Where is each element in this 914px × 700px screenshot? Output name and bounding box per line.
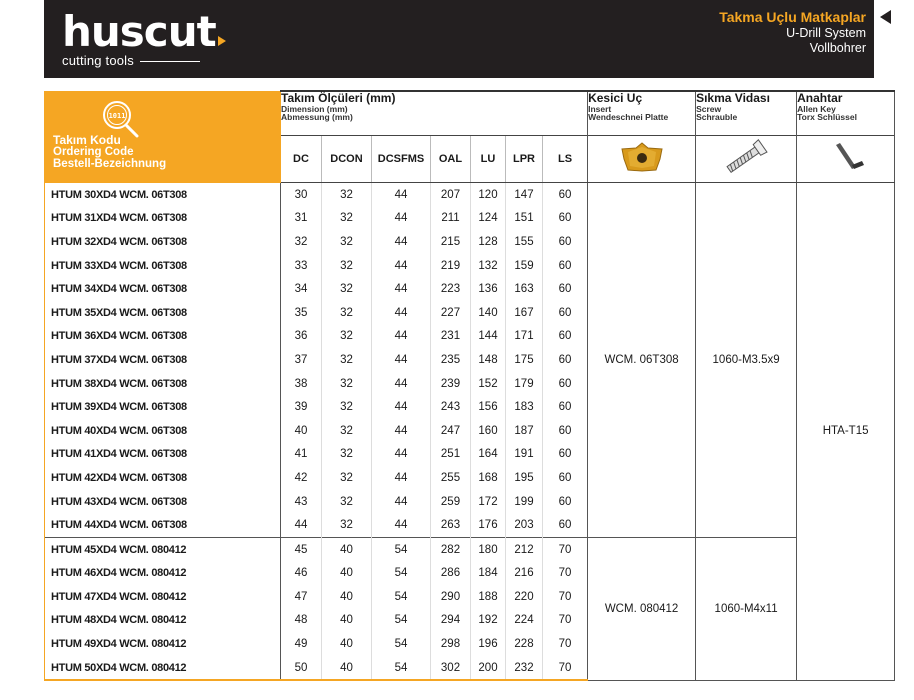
lpr-cell: 228 [506, 632, 543, 656]
ls-cell: 60 [543, 277, 588, 301]
insert-image-cell [588, 136, 696, 183]
key-sub-de: Torx Schlüssel [797, 112, 857, 122]
lpr-cell: 199 [506, 490, 543, 514]
oal-cell: 298 [431, 632, 471, 656]
key-image-cell [797, 136, 895, 183]
dc-cell: 43 [281, 490, 322, 514]
dcsfms-cell: 44 [372, 325, 431, 349]
ordering-code-cell: HTUM 41XD4 WCM. 06T308 [45, 443, 281, 467]
lu-cell: 164 [471, 443, 506, 467]
lpr-cell: 147 [506, 183, 543, 207]
insert-sub-de: Wendeschnei Platte [588, 112, 669, 122]
oal-cell: 282 [431, 537, 471, 561]
oal-cell: 239 [431, 372, 471, 396]
dc-cell: 40 [281, 419, 322, 443]
page-subtitle-de: Vollbohrer [809, 41, 866, 55]
ls-cell: 60 [543, 513, 588, 537]
ls-cell: 60 [543, 372, 588, 396]
lu-cell: 160 [471, 419, 506, 443]
lu-cell: 180 [471, 537, 506, 561]
ls-cell: 60 [543, 325, 588, 349]
oal-cell: 243 [431, 395, 471, 419]
header-bar [44, 0, 874, 78]
dcsfms-cell: 44 [372, 254, 431, 278]
ordering-code-cell: HTUM 33XD4 WCM. 06T308 [45, 254, 281, 278]
col-header-lpr: LPR [506, 136, 543, 183]
dc-cell: 42 [281, 466, 322, 490]
ordering-code-cell: HTUM 30XD4 WCM. 06T308 [45, 183, 281, 207]
dc-cell: 39 [281, 395, 322, 419]
ordering-code-cell: HTUM 40XD4 WCM. 06T308 [45, 419, 281, 443]
lu-cell: 184 [471, 562, 506, 586]
dimension-sub-de: Abmessung (mm) [281, 112, 353, 122]
dcsfms-cell: 44 [372, 301, 431, 325]
oal-cell: 255 [431, 466, 471, 490]
ordering-code-cell: HTUM 43XD4 WCM. 06T308 [45, 490, 281, 514]
ordering-code-cell: HTUM 37XD4 WCM. 06T308 [45, 348, 281, 372]
lpr-cell: 167 [506, 301, 543, 325]
screw-sub-de: Schrauble [696, 112, 738, 122]
ordering-code-cell: HTUM 48XD4 WCM. 080412 [45, 609, 281, 633]
ordering-code-cell: HTUM 38XD4 WCM. 06T308 [45, 372, 281, 396]
ls-cell: 60 [543, 395, 588, 419]
dc-cell: 47 [281, 585, 322, 609]
dcon-cell: 32 [322, 183, 372, 207]
lu-cell: 120 [471, 183, 506, 207]
ls-cell: 60 [543, 230, 588, 254]
oal-cell: 215 [431, 230, 471, 254]
dc-cell: 45 [281, 537, 322, 561]
dcon-cell: 32 [322, 207, 372, 231]
lpr-cell: 191 [506, 443, 543, 467]
dcon-cell: 32 [322, 230, 372, 254]
insert-code-cell: WCM. 080412 [588, 537, 696, 680]
lu-cell: 132 [471, 254, 506, 278]
ordering-code-cell: HTUM 46XD4 WCM. 080412 [45, 562, 281, 586]
dcon-cell: 40 [322, 585, 372, 609]
ls-cell: 60 [543, 301, 588, 325]
dc-cell: 44 [281, 513, 322, 537]
ls-cell: 60 [543, 254, 588, 278]
oal-cell: 207 [431, 183, 471, 207]
dcsfms-cell: 44 [372, 230, 431, 254]
dcon-cell: 32 [322, 513, 372, 537]
dc-cell: 34 [281, 277, 322, 301]
lpr-cell: 187 [506, 419, 543, 443]
dcon-cell: 40 [322, 537, 372, 561]
dc-cell: 37 [281, 348, 322, 372]
ls-cell: 70 [543, 537, 588, 561]
key-code-cell: HTA-T15 [797, 183, 895, 681]
dimension-sub-en: Dimension (mm) [281, 104, 348, 114]
table-row [45, 183, 895, 207]
col-header-ls: LS [543, 136, 588, 183]
code-header-de: Bestell-Bezeichnung [53, 158, 167, 170]
dc-cell: 30 [281, 183, 322, 207]
lu-cell: 200 [471, 656, 506, 681]
lu-cell: 140 [471, 301, 506, 325]
page-subtitle-en: U-Drill System [786, 26, 866, 40]
lpr-cell: 220 [506, 585, 543, 609]
lu-cell: 168 [471, 466, 506, 490]
dcsfms-cell: 54 [372, 585, 431, 609]
ordering-code-cell: HTUM 49XD4 WCM. 080412 [45, 632, 281, 656]
oal-cell: 211 [431, 207, 471, 231]
lu-cell: 136 [471, 277, 506, 301]
key-title: Anahtar [797, 91, 843, 105]
oal-cell: 290 [431, 585, 471, 609]
ordering-code-cell: HTUM 45XD4 WCM. 080412 [45, 537, 281, 561]
dcsfms-cell: 44 [372, 466, 431, 490]
ordering-code-cell: HTUM 35XD4 WCM. 06T308 [45, 301, 281, 325]
lpr-cell: 155 [506, 230, 543, 254]
oal-cell: 286 [431, 562, 471, 586]
lu-cell: 148 [471, 348, 506, 372]
lpr-cell: 171 [506, 325, 543, 349]
oal-cell: 263 [431, 513, 471, 537]
lpr-cell: 179 [506, 372, 543, 396]
insert-group-header [588, 91, 696, 136]
lpr-cell: 183 [506, 395, 543, 419]
lu-cell: 188 [471, 585, 506, 609]
ls-cell: 60 [543, 466, 588, 490]
screw-code-cell: 1060-M4x11 [696, 537, 797, 680]
insert-sub-en: Insert [588, 104, 612, 114]
dcon-cell: 32 [322, 277, 372, 301]
dcon-cell: 40 [322, 609, 372, 633]
brand-name: huscut [62, 7, 216, 56]
dcon-cell: 32 [322, 419, 372, 443]
ls-cell: 60 [543, 183, 588, 207]
lpr-cell: 159 [506, 254, 543, 278]
ordering-code-cell: HTUM 34XD4 WCM. 06T308 [45, 277, 281, 301]
ls-cell: 60 [543, 348, 588, 372]
spec-table [44, 90, 895, 681]
ls-cell: 60 [543, 490, 588, 514]
lpr-cell: 203 [506, 513, 543, 537]
dcon-cell: 40 [322, 562, 372, 586]
dcon-cell: 32 [322, 254, 372, 278]
dcsfms-cell: 44 [372, 513, 431, 537]
screw-sub-en: Screw [696, 104, 722, 114]
key-group-header [797, 91, 895, 136]
dimension-group-header [281, 91, 588, 136]
dc-cell: 33 [281, 254, 322, 278]
dcsfms-cell: 54 [372, 562, 431, 586]
dcon-cell: 32 [322, 443, 372, 467]
ls-cell: 70 [543, 656, 588, 681]
dc-cell: 49 [281, 632, 322, 656]
ls-cell: 70 [543, 585, 588, 609]
oal-cell: 235 [431, 348, 471, 372]
dcon-cell: 40 [322, 632, 372, 656]
dcon-cell: 32 [322, 325, 372, 349]
oal-cell: 231 [431, 325, 471, 349]
torx-screw-icon [716, 137, 776, 177]
ordering-code-cell: HTUM 31XD4 WCM. 06T308 [45, 207, 281, 231]
dc-cell: 46 [281, 562, 322, 586]
col-header-oal: OAL [431, 136, 471, 183]
col-header-lu: LU [471, 136, 506, 183]
lu-cell: 128 [471, 230, 506, 254]
code-header-en: Ordering Code [53, 146, 134, 158]
lu-cell: 196 [471, 632, 506, 656]
dc-cell: 50 [281, 656, 322, 681]
dc-cell: 31 [281, 207, 322, 231]
logo-underline [140, 61, 200, 62]
insert-code-cell: WCM. 06T308 [588, 183, 696, 538]
dc-cell: 41 [281, 443, 322, 467]
trigon-insert-icon [612, 137, 672, 177]
torx-key-icon [816, 137, 876, 177]
ordering-code-cell: HTUM 50XD4 WCM. 080412 [45, 656, 281, 681]
spec-table-body [45, 183, 895, 681]
code-header-tr: Takım Kodu [53, 133, 121, 147]
dcon-cell: 32 [322, 466, 372, 490]
lu-cell: 176 [471, 513, 506, 537]
ordering-code-cell: HTUM 39XD4 WCM. 06T308 [45, 395, 281, 419]
page-title-block [719, 9, 866, 56]
dc-cell: 35 [281, 301, 322, 325]
screw-image-cell [696, 136, 797, 183]
dcsfms-cell: 44 [372, 277, 431, 301]
dcsfms-cell: 54 [372, 656, 431, 681]
dcsfms-cell: 44 [372, 395, 431, 419]
dc-cell: 36 [281, 325, 322, 349]
lu-cell: 156 [471, 395, 506, 419]
oal-cell: 247 [431, 419, 471, 443]
table-row [45, 537, 895, 561]
ls-cell: 60 [543, 207, 588, 231]
insert-title: Kesici Uç [588, 91, 643, 105]
screw-code-cell: 1060-M3.5x9 [696, 183, 797, 538]
col-header-dcsfms: DCSFMS [372, 136, 431, 183]
lu-cell: 192 [471, 609, 506, 633]
lpr-cell: 163 [506, 277, 543, 301]
ordering-code-cell: HTUM 42XD4 WCM. 06T308 [45, 466, 281, 490]
dcsfms-cell: 54 [372, 632, 431, 656]
dcon-cell: 32 [322, 395, 372, 419]
dcsfms-cell: 44 [372, 490, 431, 514]
dcon-cell: 32 [322, 301, 372, 325]
ls-cell: 70 [543, 632, 588, 656]
ordering-code-cell: HTUM 36XD4 WCM. 06T308 [45, 325, 281, 349]
dcsfms-cell: 44 [372, 372, 431, 396]
brand-tagline: cutting tools [62, 53, 134, 68]
oal-cell: 223 [431, 277, 471, 301]
dcsfms-cell: 44 [372, 419, 431, 443]
lpr-cell: 212 [506, 537, 543, 561]
ordering-code-cell: HTUM 47XD4 WCM. 080412 [45, 585, 281, 609]
dcsfms-cell: 54 [372, 537, 431, 561]
lpr-cell: 175 [506, 348, 543, 372]
col-header-dcon: DCON [322, 136, 372, 183]
header-pointer-icon [880, 10, 891, 24]
screw-title: Sıkma Vidası [696, 91, 770, 105]
dcsfms-cell: 44 [372, 443, 431, 467]
brand-logo [62, 7, 226, 68]
lpr-cell: 232 [506, 656, 543, 681]
ls-cell: 70 [543, 562, 588, 586]
oal-cell: 302 [431, 656, 471, 681]
dcon-cell: 32 [322, 348, 372, 372]
lpr-cell: 224 [506, 609, 543, 633]
ordering-code-header [45, 91, 281, 183]
dcon-cell: 32 [322, 372, 372, 396]
dc-cell: 32 [281, 230, 322, 254]
screw-group-header [696, 91, 797, 136]
ordering-code-cell: HTUM 32XD4 WCM. 06T308 [45, 230, 281, 254]
lpr-cell: 216 [506, 562, 543, 586]
page-title: Takma Uçlu Matkaplar [719, 9, 866, 25]
dcsfms-cell: 44 [372, 348, 431, 372]
dimension-title: Takım Ölçüleri (mm) [281, 91, 396, 105]
oal-cell: 219 [431, 254, 471, 278]
dc-cell: 38 [281, 372, 322, 396]
oal-cell: 294 [431, 609, 471, 633]
lu-cell: 172 [471, 490, 506, 514]
dcon-cell: 40 [322, 656, 372, 681]
oal-cell: 251 [431, 443, 471, 467]
ls-cell: 60 [543, 443, 588, 467]
lu-cell: 144 [471, 325, 506, 349]
lpr-cell: 151 [506, 207, 543, 231]
dcsfms-cell: 44 [372, 183, 431, 207]
key-sub-en: Allen Key [797, 104, 836, 114]
logo-arrow-icon [218, 36, 226, 46]
ls-cell: 60 [543, 419, 588, 443]
lpr-cell: 195 [506, 466, 543, 490]
dcsfms-cell: 54 [372, 609, 431, 633]
ls-cell: 70 [543, 609, 588, 633]
ordering-code-cell: HTUM 44XD4 WCM. 06T308 [45, 513, 281, 537]
dcsfms-cell: 44 [372, 207, 431, 231]
dc-cell: 48 [281, 609, 322, 633]
svg-text:1011: 1011 [108, 111, 126, 120]
lu-cell: 124 [471, 207, 506, 231]
oal-cell: 227 [431, 301, 471, 325]
lu-cell: 152 [471, 372, 506, 396]
oal-cell: 259 [431, 490, 471, 514]
col-header-dc: DC [281, 136, 322, 183]
dcon-cell: 32 [322, 490, 372, 514]
